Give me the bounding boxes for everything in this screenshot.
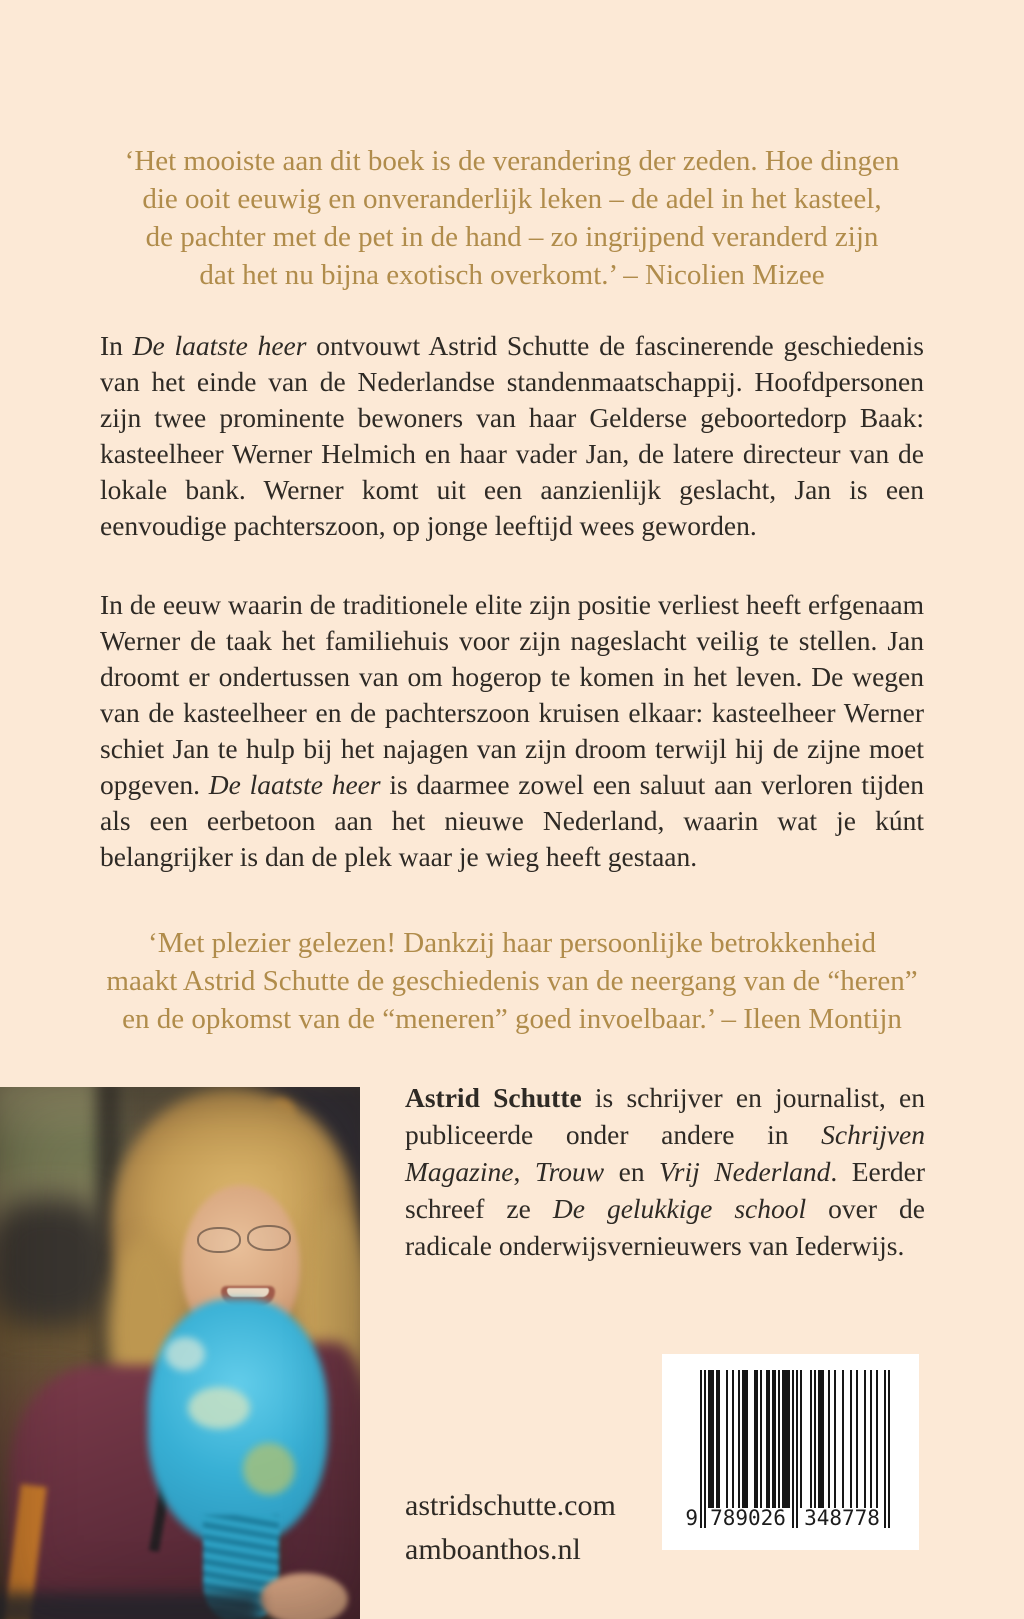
photo-vignette — [0, 1087, 360, 1619]
author-bio: Astrid Schutte is schrijver en journalist, en publiceerde onder andere in Schrijven Magazine, Trouw en Vrij Nederland. Eerder schreef ze De gelukkige school over de radicale onderwijsvernieuwers van Iederwijs. — [405, 1082, 926, 1261]
quote-line: maakt Astrid Schutte de geschiedenis van de neergang van de “heren” — [106, 965, 918, 997]
quote-line: de pachter met de pet in de hand – zo ingrijpend veranderd zijn — [145, 221, 879, 253]
author-photo — [0, 1087, 360, 1619]
ean-digits-left: 789026 — [710, 1506, 786, 1530]
quote-line: dat het nu bijna exotisch overkomt.’ – Nicolien Mizee — [199, 259, 825, 291]
barcode-bars — [700, 1370, 890, 1528]
author-website-url: astridschutte.com — [405, 1489, 616, 1522]
website-links — [405, 1484, 616, 1572]
ean-digits-right: 348778 — [804, 1506, 880, 1530]
review-quote-top — [0, 142, 1024, 294]
ean-digit-first: 9 — [685, 1506, 698, 1530]
review-quote-bottom — [0, 924, 1024, 1038]
quote-line: ‘Het mooiste aan dit boek is de verandering der zeden. Hoe dingen — [124, 145, 900, 177]
quote-line: die ooit eeuwig en onveranderlijk leken – de adel in het kasteel, — [142, 183, 882, 215]
quote-line: ‘Met plezier gelezen! Dankzij haar persoonlijke betrokkenheid — [148, 927, 876, 959]
publisher-website-url: amboanthos.nl — [405, 1533, 581, 1566]
synopsis-paragraph-2: In de eeuw waarin de traditionele elite zijn positie verliest heeft erfgenaam Werner de taak het familiehuis voor zijn nageslacht veilig te stellen. Jan droomt er ondertussen van om hogerop te komen in het leven. De wegen van de kasteelheer en de pachterszoon kruisen elkaar: kasteelheer Werner schiet Jan te hulp bij het najagen van zijn droom terwijl hij de zijne moet opgeven. De laatste heer is daarmee zowel een saluut aan verloren tijden als een eerbetoon aan het nieuwe Nederland, waarin wat je kúnt belangrijker is dan de plek waar je wieg heeft gestaan. — [100, 589, 924, 872]
quote-line: en de opkomst van de “meneren” goed invoelbaar.’ – Ileen Montijn — [122, 1003, 902, 1035]
synopsis-paragraph-1: In De laatste heer ontvouwt Astrid Schutte de fascinerende geschiedenis van het einde van de Nederlandse standenmaatschappij. Hoofdpersonen zijn twee prominente bewoners van haar Gelderse geboortedorp Baak: kasteelheer Werner Helmich en haar vader Jan, de latere directeur van de lokale bank. Werner komt uit een aanzienlijk geslacht, Jan is een eenvoudige pachterszoon, op jonge leeftijd wees geworden. — [100, 330, 924, 541]
isbn-barcode — [662, 1354, 919, 1550]
